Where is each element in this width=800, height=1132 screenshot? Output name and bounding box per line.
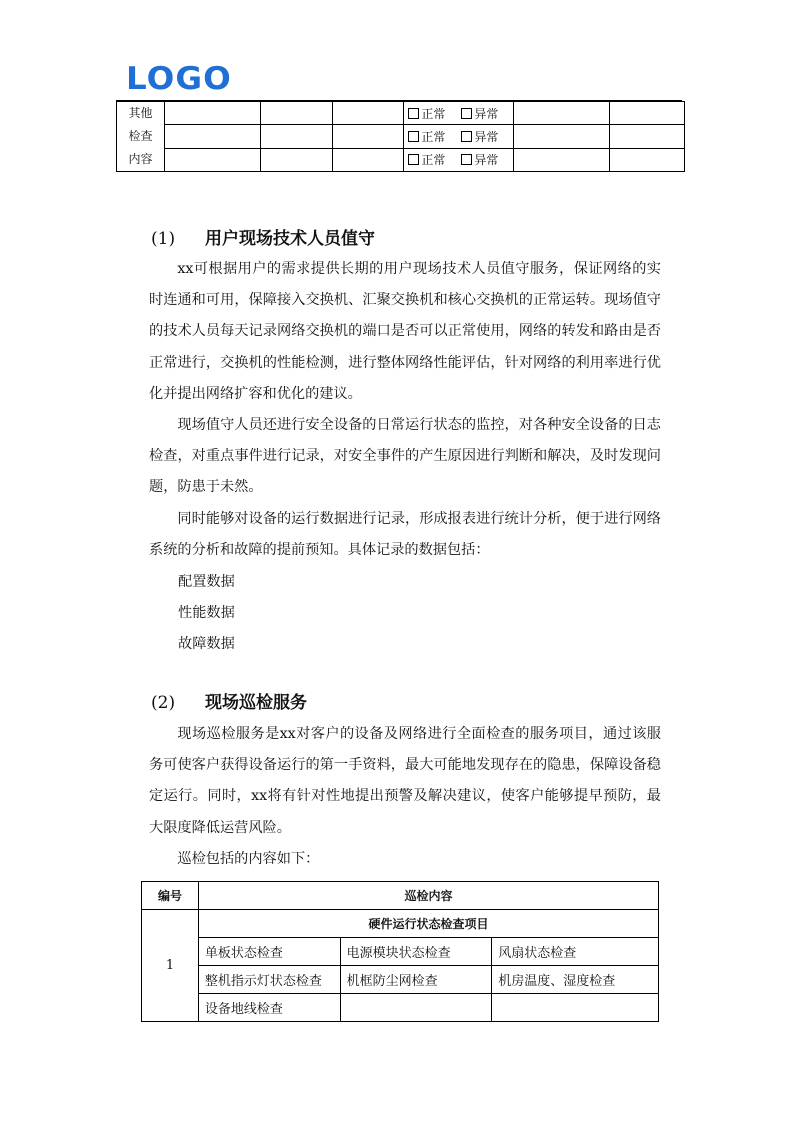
status-abnormal-label: 异常 xyxy=(474,106,499,121)
table-cell xyxy=(332,102,404,125)
checkbox-normal[interactable] xyxy=(408,108,419,119)
table-row xyxy=(142,966,659,994)
table-header-row xyxy=(142,882,659,910)
table-cell: 整机指示灯状态检查 xyxy=(198,966,340,994)
label-line: 检查 xyxy=(128,129,153,143)
status-normal-label: 正常 xyxy=(421,129,446,144)
table-cell: 机房温度、湿度检查 xyxy=(492,966,659,994)
table-cell xyxy=(332,148,404,171)
section-title: 现场巡检服务 xyxy=(205,693,307,713)
section-1-body xyxy=(149,254,661,566)
section-2-heading xyxy=(151,688,307,713)
paragraph: 现场巡检服务是xx对客户的设备及网络进行全面检查的服务项目，通过该服务可使客户获得设备运行的第一手资料，最大可能地发现存在的隐患，保障设备稳定运行。同时，xx将有针对性地提出预警及解决建议，使客户能够提早预防，最大限度降低运营风险。 xyxy=(149,726,661,836)
list-item: 故障数据 xyxy=(178,636,235,652)
column-header-content: 巡检内容 xyxy=(198,882,658,910)
checkbox-abnormal[interactable] xyxy=(461,131,472,142)
table-cell xyxy=(260,102,332,125)
table-cell xyxy=(610,102,685,125)
paragraph: 现场值守人员还进行安全设备的日常运行状态的监控，对各种安全设备的日志检查，对重点事件进行记录，对安全事件的产生原因进行判断和解决，及时发现问题，防患于未然。 xyxy=(149,417,661,496)
table-row xyxy=(117,148,685,171)
table-row xyxy=(117,125,685,148)
checkbox-abnormal[interactable] xyxy=(461,108,472,119)
table-cell xyxy=(514,148,610,171)
table-row xyxy=(142,994,659,1022)
table-cell: 单板状态检查 xyxy=(198,938,340,966)
list-item: 配置数据 xyxy=(178,574,235,590)
status-cell xyxy=(404,125,514,148)
table-cell xyxy=(332,125,404,148)
table-cell: 电源模块状态检查 xyxy=(340,938,492,966)
checkbox-normal[interactable] xyxy=(408,154,419,165)
section-number: (2) xyxy=(151,693,176,713)
table-row xyxy=(142,938,659,966)
other-check-table xyxy=(116,101,685,172)
table-cell xyxy=(164,125,260,148)
paragraph: 同时能够对设备的运行数据进行记录，形成报表进行统计分析，便于进行网络系统的分析和故障的提前预知。具体记录的数据包括： xyxy=(149,510,661,558)
table-cell: 机框防尘网检查 xyxy=(340,966,492,994)
section-number: (1) xyxy=(151,229,176,249)
table-cell xyxy=(514,125,610,148)
other-check-label xyxy=(117,102,165,172)
paragraph: xx可根据用户的需求提供长期的用户现场技术人员值守服务，保证网络的实时连通和可用，保障接入交换机、汇聚交换机和核心交换机的正常运转。现场值守的技术人员每天记录网络交换机的端口是否可以正常使用，网络的转发和路由是否正常进行，交换机的性能检测，进行整体网络性能评估，针对网络的利用率进行优化并提出网络扩容和优化的建议。 xyxy=(149,261,661,402)
section-1-heading xyxy=(151,224,375,249)
section-2-body xyxy=(149,719,661,875)
section-title: 用户现场技术人员值守 xyxy=(205,229,375,249)
table-cell xyxy=(164,148,260,171)
status-abnormal-label: 异常 xyxy=(474,129,499,144)
table-cell xyxy=(340,994,492,1022)
table-cell xyxy=(610,125,685,148)
table-cell xyxy=(260,148,332,171)
label-line: 内容 xyxy=(128,152,153,166)
column-header-number: 编号 xyxy=(142,882,199,910)
table-cell xyxy=(260,125,332,148)
recorded-data-list xyxy=(178,567,235,660)
table-cell xyxy=(492,994,659,1022)
table-cell xyxy=(514,102,610,125)
logo: LOGO xyxy=(126,61,232,97)
group-title: 硬件运行状态检查项目 xyxy=(198,910,658,938)
status-normal-label: 正常 xyxy=(421,106,446,121)
table-row xyxy=(117,102,685,125)
row-number: 1 xyxy=(142,910,199,1022)
status-abnormal-label: 异常 xyxy=(474,153,499,168)
table-row xyxy=(142,910,659,938)
inspection-table xyxy=(141,881,659,1022)
status-cell xyxy=(404,148,514,171)
status-normal-label: 正常 xyxy=(421,153,446,168)
status-cell xyxy=(404,102,514,125)
table-cell xyxy=(610,148,685,171)
checkbox-normal[interactable] xyxy=(408,131,419,142)
checkbox-abnormal[interactable] xyxy=(461,154,472,165)
table-cell: 风扇状态检查 xyxy=(492,938,659,966)
list-item: 性能数据 xyxy=(178,605,235,621)
table-cell: 设备地线检查 xyxy=(198,994,340,1022)
paragraph: 巡检包括的内容如下： xyxy=(177,850,320,867)
table-cell xyxy=(164,102,260,125)
label-line: 其他 xyxy=(128,106,153,120)
